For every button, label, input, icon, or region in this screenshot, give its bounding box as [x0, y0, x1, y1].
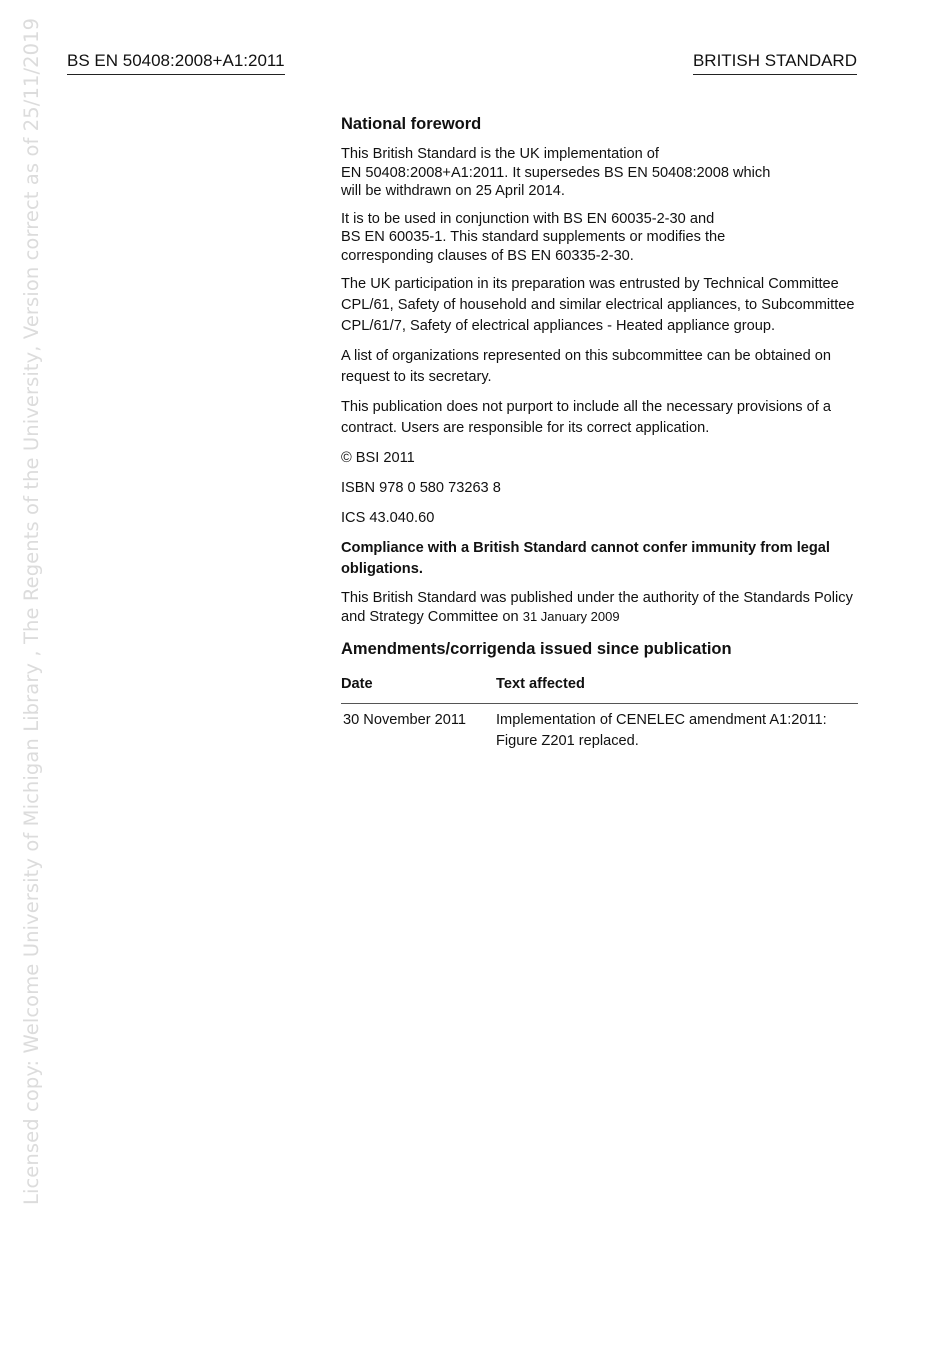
compliance-notice: Compliance with a British Standard cannot confer immunity from legal obligations. [341, 540, 830, 577]
publication-authority [341, 589, 858, 626]
license-watermark: Licensed copy: Welcome University of Michigan Library , The Regents of the University, Version correct as of 25/11/2019 [20, 17, 43, 1205]
amendments-title: Amendments/corrigenda issued since publication [341, 640, 732, 658]
conjunction-line-2: BS EN 60035-1. This standard supplements or modifies the [341, 229, 726, 245]
conjunction-line-1: It is to be used in conjunction with BS EN 60035-2-30 and [341, 210, 715, 227]
text-affected-column-header: Text affected [496, 670, 858, 704]
amendments-header-row [341, 670, 858, 704]
amendment-text-line-2: Figure Z201 replaced. [496, 733, 639, 749]
publication-date: 31 January 2009 [522, 608, 620, 624]
publication-authority-text: This British Standard was published under the authority of the Standards Policy and Strategy Committee on [341, 590, 853, 625]
implementation-line-3: will be withdrawn on 25 April 2014. [341, 183, 565, 199]
foreword-section [341, 113, 858, 752]
amendment-text [496, 704, 858, 753]
ics-code: ICS 43.040.60 [341, 510, 435, 526]
isbn-number: ISBN 978 0 580 73263 8 [341, 480, 501, 496]
foreword-paragraph-disclaimer: This publication does not purport to include all the necessary provisions of a contract. Users are responsible for its correct application. [341, 399, 831, 436]
implementation-line-2: EN 50408:2008+A1:2011. It supersedes BS EN 50408:2008 which [341, 164, 771, 181]
implementation-line-1: This British Standard is the UK implementation of [341, 146, 659, 162]
foreword-paragraph-organizations: A list of organizations represented on this subcommittee can be obtained on request to its secretary. [341, 348, 832, 385]
date-column-header: Date [341, 670, 496, 704]
amendment-text-line-1: Implementation of CENELEC amendment A1:2011: [496, 712, 827, 728]
amendment-date: 30 November 2011 [343, 712, 467, 728]
conjunction-line-3: corresponding clauses of BS EN 60335-2-30. [341, 247, 634, 264]
foreword-paragraph-conjunction [341, 210, 858, 266]
table-row [341, 704, 858, 753]
copyright-notice: © BSI 2011 [341, 450, 415, 466]
publisher-label: BRITISH STANDARD [693, 50, 857, 75]
foreword-paragraph-participation: The UK participation in its preparation was entrusted by Technical Committee CPL/61, Safety of household and similar electrical appliances, to Subcommittee CPL/61/7, Safety of electrical appliances - Heated appliance group. [341, 276, 855, 334]
foreword-title: National foreword [341, 115, 482, 133]
amendments-table [341, 670, 858, 752]
document-number: BS EN 50408:2008+A1:2011 [67, 50, 285, 75]
foreword-paragraph-implementation [341, 145, 858, 201]
